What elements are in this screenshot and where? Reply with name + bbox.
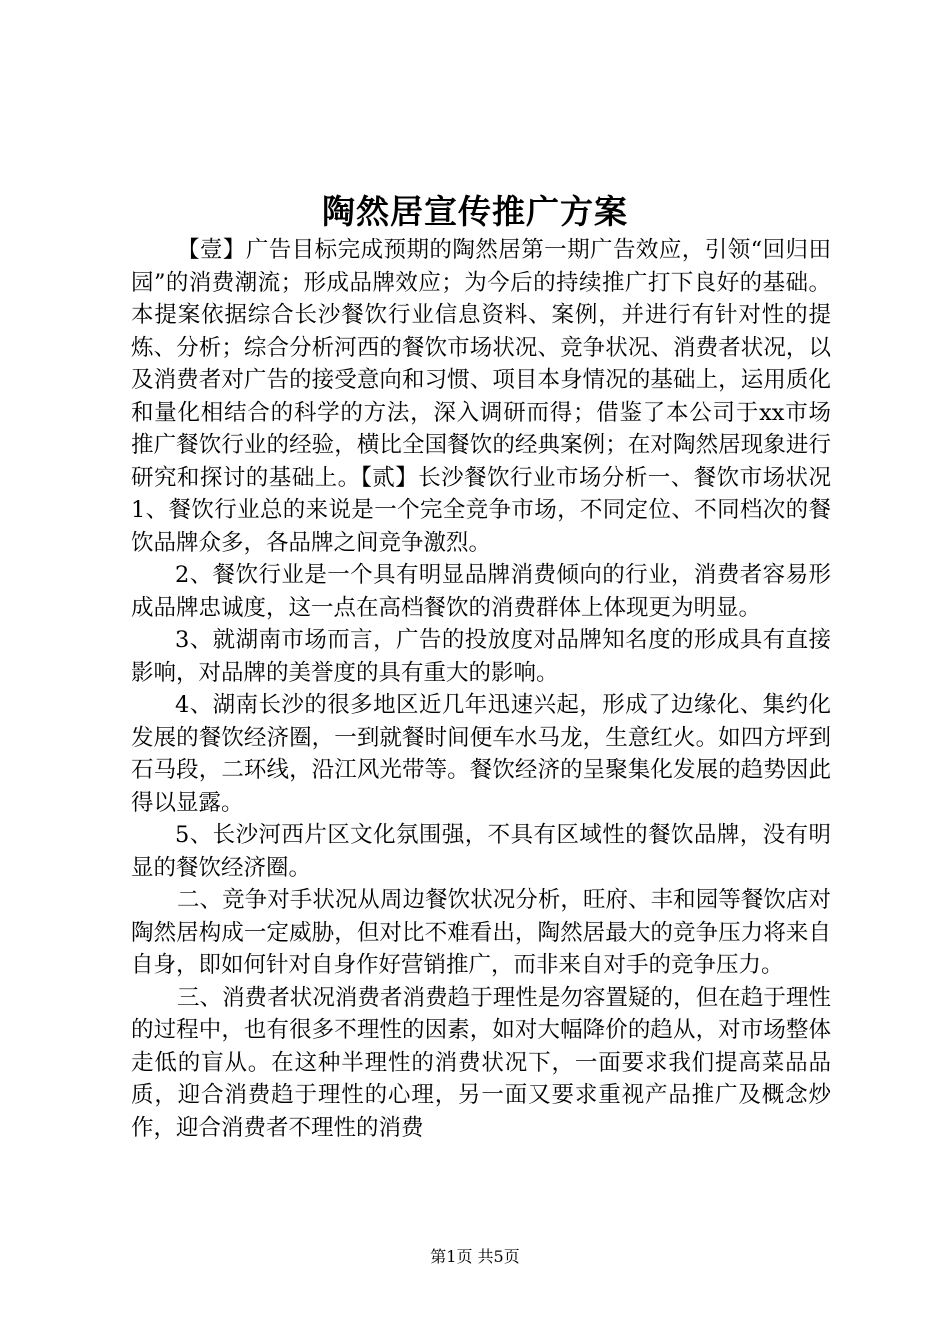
paragraph-7: 三、消费者状况消费者消费趋于理性是勿容置疑的，但在趋于理性的过程中，也有很多不理性的因素，如对大幅降价的趋从，对市场整体走低的盲从。在这种半理性的消费状况下，一面要求我们提高菜品品质，迎合消费趋于理性的心理，另一面又要求重视产品推广及概念炒作，迎合消费者不理性的消费 xyxy=(131,984,831,1141)
page-footer: 第1页 共5页 xyxy=(430,1247,520,1266)
paragraph-1: 【壹】广告目标完成预期的陶然居第一期广告效应，引领“回归田园”的消费潮流；形成品牌效应；为今后的持续推广打下良好的基础。本提案依据综合长沙餐饮行业信息资料、案例，并进行有针对性的提炼、分析；综合分析河西的餐饮市场状况、竞争状况、消费者状况，以及消费者对广告的接受意向和习惯、项目本身情况的基础上，运用质化和量化相结合的科学的方法，深入调研而得；借鉴了本公司于xx市场推广餐饮行业的经验，横比全国餐饮的经典案例；在对陶然居现象进行研究和探讨的基础上。【贰】长沙餐饮行业市场分析一、餐饮市场状况1、餐饮行业总的来说是一个完全竞争市场，不同定位、不同档次的餐饮品牌众多，各品牌之间竞争激烈。 xyxy=(131,237,831,556)
paragraph-3: 3、就湖南市场而言，广告的投放度对品牌知名度的形成具有直接影响，对品牌的美誉度的具有重大的影响。 xyxy=(131,627,831,686)
document-title: 陶然居宣传推广方案 xyxy=(322,192,628,231)
paragraph-4: 4、湖南长沙的很多地区近几年迅速兴起，形成了边缘化、集约化发展的餐饮经济圈，一到就餐时间便车水马龙，生意红火。如四方坪到石马段，二环线，沿江风光带等。餐饮经济的呈聚集化发展的趋势因此得以显露。 xyxy=(131,692,831,816)
paragraph-5: 5、长沙河西片区文化氛围强，不具有区域性的餐饮品牌，没有明显的餐饮经济圈。 xyxy=(131,822,831,881)
paragraph-2: 2、餐饮行业是一个具有明显品牌消费倾向的行业，消费者容易形成品牌忠诚度，这一点在高档餐饮的消费群体上体现更为明显。 xyxy=(131,562,831,621)
document-body xyxy=(131,234,831,1144)
paragraph-6: 二、竞争对手状况从周边餐饮状况分析，旺府、丰和园等餐饮店对陶然居构成一定威胁，但对比不难看出，陶然居最大的竞争压力将来自自身，即如何针对自身作好营销推广，而非来自对手的竞争压力。 xyxy=(131,887,831,978)
